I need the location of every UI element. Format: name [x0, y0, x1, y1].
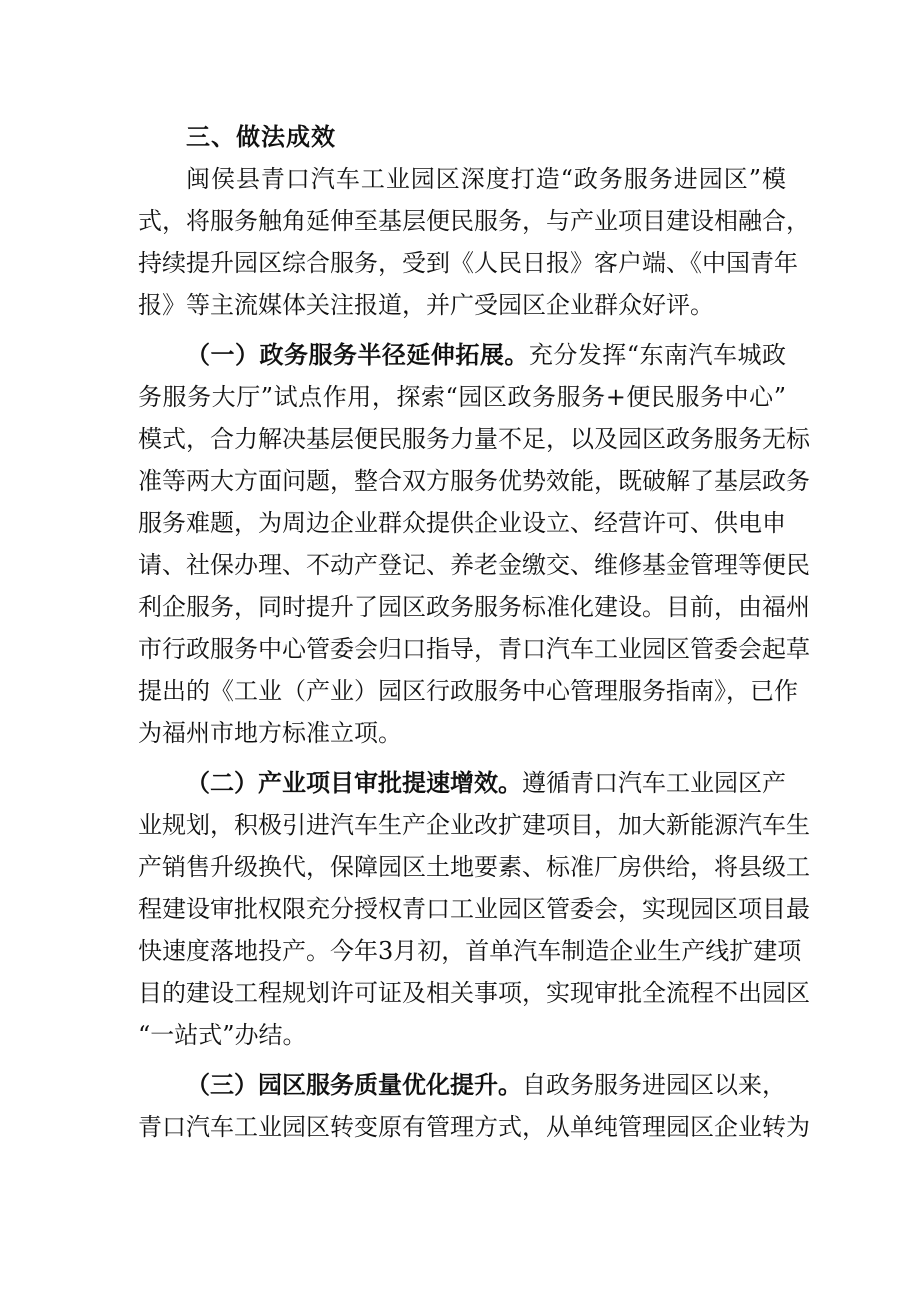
section2-first-line-rest: 遵循青口汽车工业园区产 — [522, 769, 786, 797]
section2-line: 快速度落地投产。今年3月初，首单汽车制造企业生产线扩建项 — [138, 937, 802, 965]
section1-line: 模式，合力解决基层便民服务力量不足，以及园区政务服务无标 — [138, 425, 810, 453]
section1-line: 务服务大厅”试点作用，探索“园区政务服务+便民服务中心” — [138, 383, 786, 411]
section2-line: 程建设审批权限充分授权青口工业园区管委会，实现园区项目最 — [138, 895, 810, 923]
section1-title: （一）政务服务半径延伸拓展。 — [186, 340, 529, 369]
section3-first-line-rest: 自政务服务进园区以来， — [522, 1071, 786, 1099]
section2-line: 目的建设工程规划许可证及相关事项，实现审批全流程不出园区 — [138, 979, 810, 1007]
section1-first-line — [186, 340, 786, 370]
section1-line: 利企服务，同时提升了园区政务服务标准化建设。目前，由福州 — [138, 593, 810, 621]
section1-line: 请、社保办理、不动产登记、养老金缴交、维修基金管理等便民 — [138, 551, 810, 579]
intro-line: 报》等主流媒体关注报道，并广受园区企业群众好评。 — [138, 291, 714, 319]
intro-line: 式，将服务触角延伸至基层便民服务，与产业项目建设相融合， — [138, 207, 810, 235]
section2-first-line — [186, 768, 786, 798]
section1-line: 市行政服务中心管委会归口指导，青口汽车工业园区管委会起草 — [138, 635, 810, 663]
section-heading: 三、做法成效 — [186, 122, 336, 151]
section1-first-line-rest: 充分发挥“东南汽车城政 — [528, 341, 786, 369]
section1-line: 准等两大方面问题，整合双方服务优势效能，既破解了基层政务 — [138, 467, 810, 495]
section1-line: 服务难题，为周边企业群众提供企业设立、经营许可、供电申 — [138, 509, 786, 537]
section2-line: 产销售升级换代，保障园区土地要素、标准厂房供给，将县级工 — [138, 853, 810, 881]
section2-title: （二）产业项目审批提速增效。 — [186, 768, 522, 797]
section1-line: 提出的《工业（产业）园区行政服务中心管理服务指南》，已作 — [138, 677, 798, 705]
section3-title: （三）园区服务质量优化提升。 — [186, 1070, 522, 1099]
section3-line: 青口汽车工业园区转变原有管理方式，从单纯管理园区企业转为 — [138, 1113, 810, 1141]
section1-line: 为福州市地方标准立项。 — [138, 719, 402, 747]
section3-first-line — [186, 1070, 786, 1100]
intro-line: 闽侯县青口汽车工业园区深度打造“政务服务进园区”模 — [186, 165, 786, 193]
section2-line: 业规划，积极引进汽车生产企业改扩建项目，加大新能源汽车生 — [138, 811, 810, 839]
section2-line: “一站式”办结。 — [138, 1021, 307, 1049]
intro-line: 持续提升园区综合服务，受到《人民日报》客户端、《中国青年 — [138, 249, 798, 277]
